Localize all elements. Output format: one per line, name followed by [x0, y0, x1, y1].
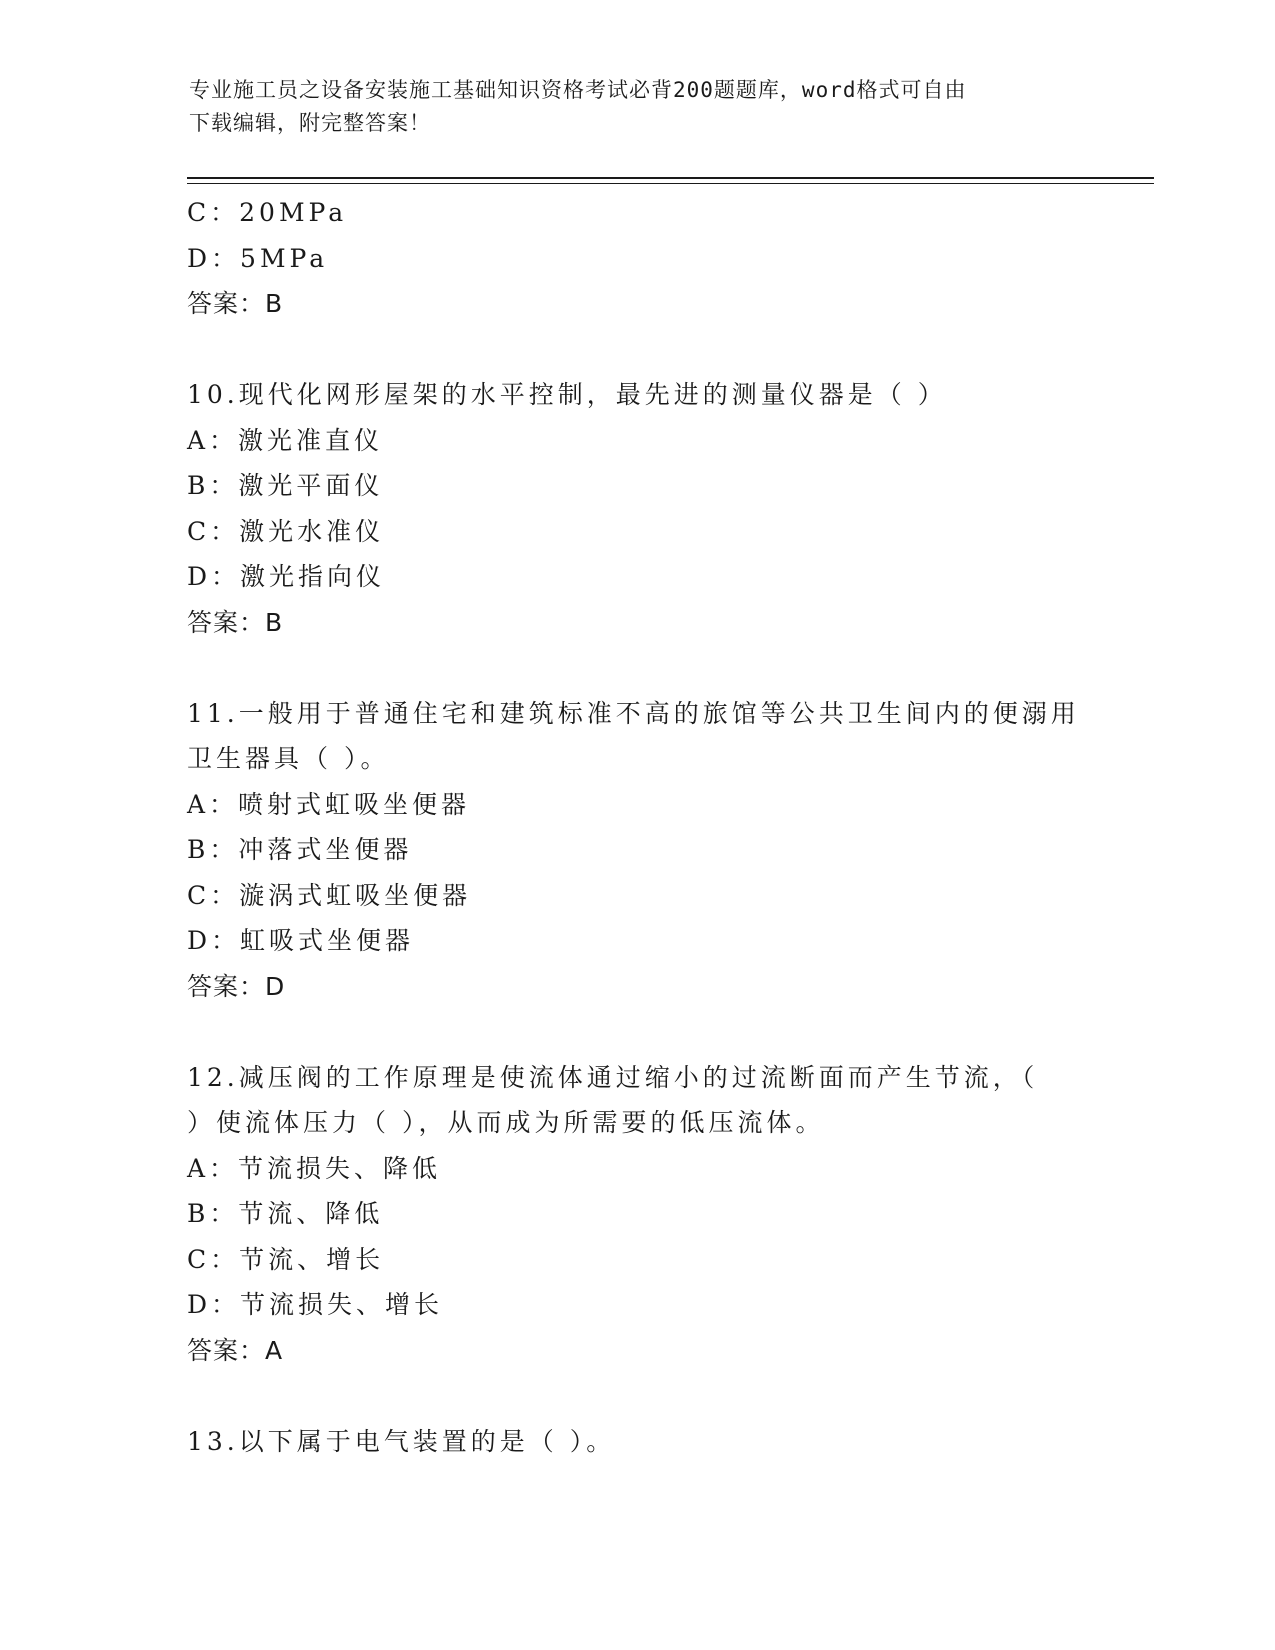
spacer [187, 645, 1087, 691]
option-a: A：节流损失、降低 [187, 1153, 442, 1183]
header-divider-thick [187, 177, 1154, 179]
option-b: B：冲落式坐便器 [187, 835, 413, 864]
option-d: D：节流损失、增长 [187, 1290, 444, 1319]
answer-line: 答案：D [187, 971, 286, 1001]
option-d: D：激光指向仪 [187, 562, 386, 591]
option-a: A：喷射式虹吸坐便器 [187, 789, 471, 819]
question-stem: 13.以下属于电气装置的是（ ）。 [187, 1426, 616, 1456]
prev-question-tail [187, 190, 1087, 327]
question-list [187, 190, 1087, 1464]
option-a: A：激光准直仪 [187, 425, 384, 455]
header-divider-thin [187, 183, 1154, 184]
option-d: D：5MPa [187, 243, 329, 273]
header-line-1: 专业施工员之设备安装施工基础知识资格考试必背200题题库，word格式可自由 [189, 78, 967, 102]
answer-line: 答案：B [187, 607, 284, 637]
option-c: C：漩涡式虹吸坐便器 [187, 880, 472, 910]
question-13 [187, 1419, 1087, 1465]
spacer [187, 327, 1087, 373]
spacer [187, 1009, 1087, 1055]
header-line-2: 下载编辑，附完整答案！ [189, 111, 431, 135]
option-b: B：激光平面仪 [187, 471, 384, 500]
option-d: D：虹吸式坐便器 [187, 926, 415, 955]
question-stem-continued: ）使流体压力（ ），从而成为所需要的低压流体。 [187, 1108, 825, 1137]
spacer [187, 1373, 1087, 1419]
question-stem: 11.一般用于普通住宅和建筑标准不高的旅馆等公共卫生间内的便溺用 [187, 698, 1080, 728]
question-stem: 10.现代化网形屋架的水平控制，最先进的测量仪器是（ ） [187, 380, 947, 409]
option-c: C：20MPa [187, 198, 348, 227]
answer-line: 答案：B [187, 289, 284, 318]
option-c: C：激光水准仪 [187, 516, 385, 546]
answer-line: 答案：A [187, 1335, 284, 1365]
question-stem: 12.减压阀的工作原理是使流体通过缩小的过流断面而产生节流，（ [187, 1062, 1039, 1092]
document-header [189, 74, 1069, 140]
question-12 [187, 1055, 1087, 1374]
question-10 [187, 372, 1087, 645]
option-b: B：节流、降低 [187, 1199, 384, 1228]
option-c: C：节流、增长 [187, 1244, 385, 1274]
question-11 [187, 691, 1087, 1010]
question-stem-continued: 卫生器具（ ）。 [187, 744, 390, 773]
